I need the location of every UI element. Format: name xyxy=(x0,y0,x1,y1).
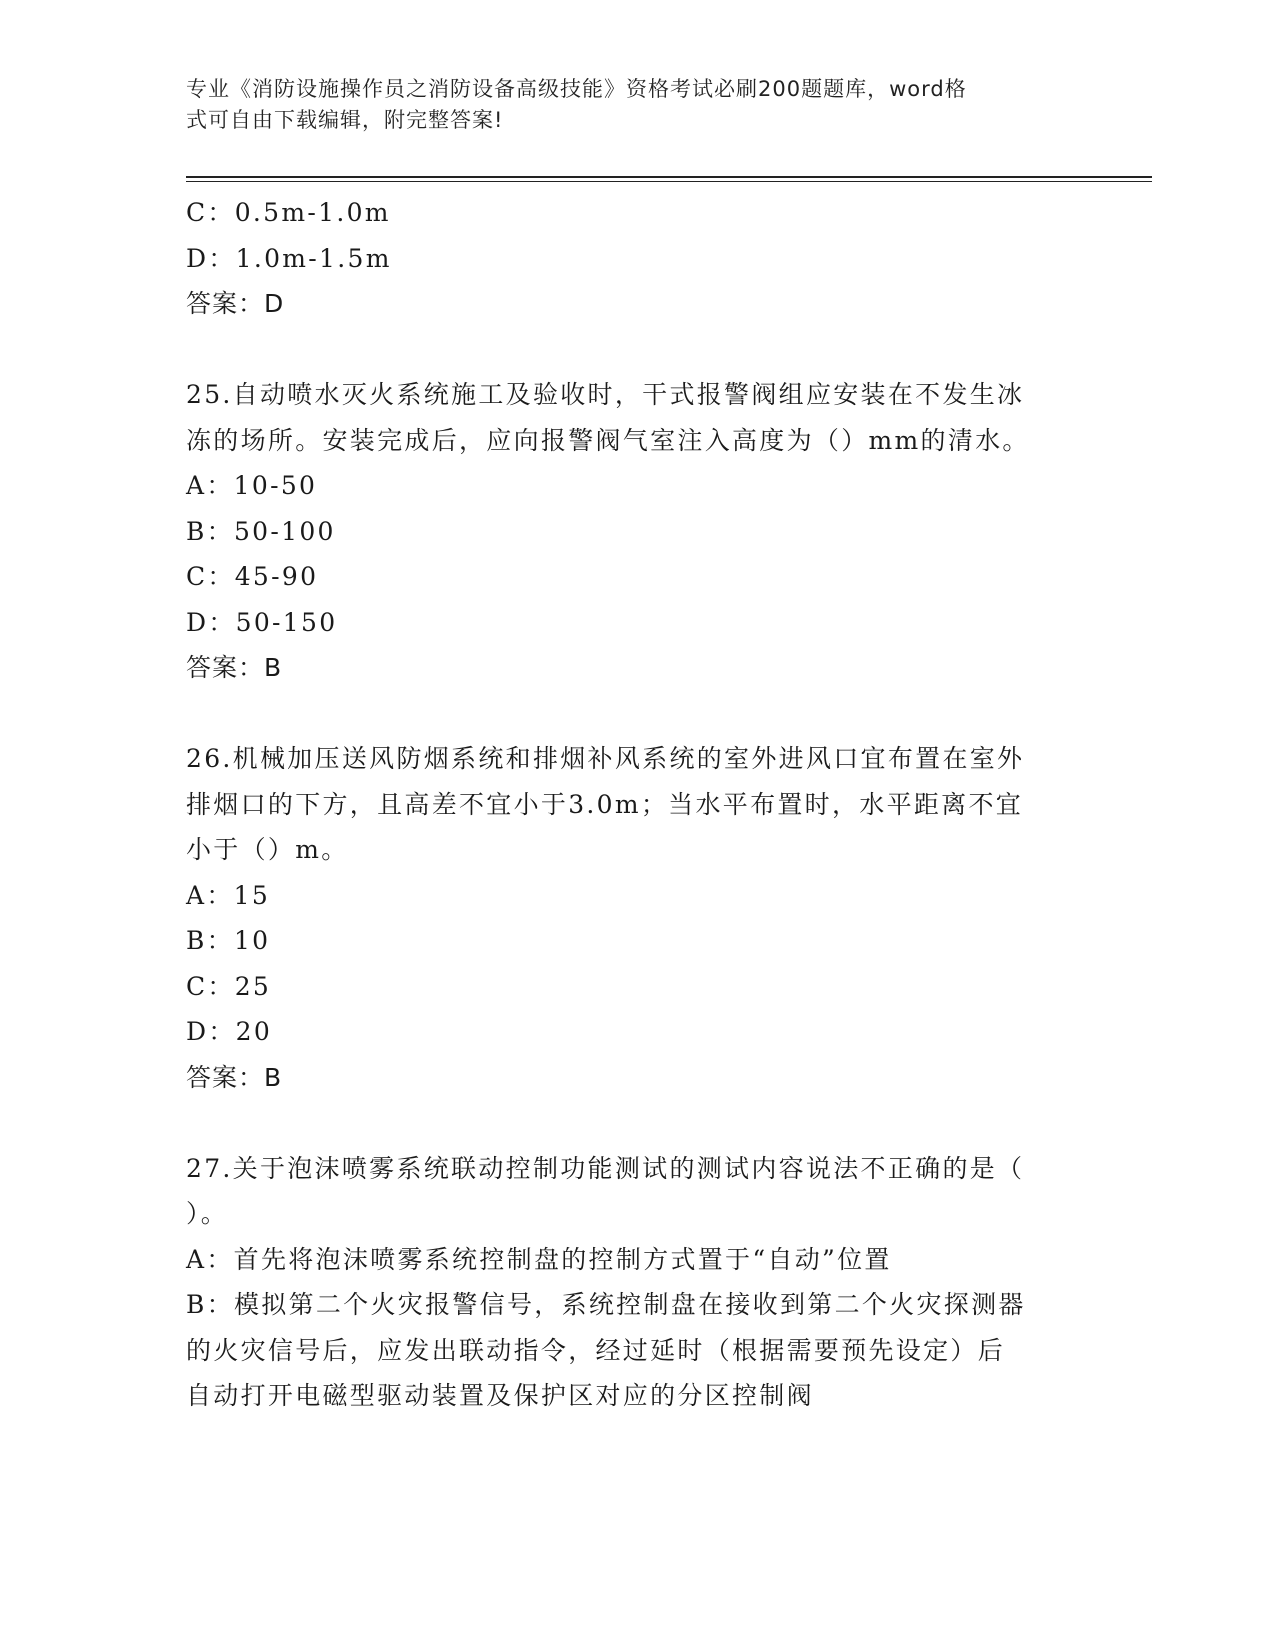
option-c: C：45-90 xyxy=(186,562,319,591)
question-26 xyxy=(186,736,1066,1100)
question-text-line: 26.机械加压送风防烟系统和排烟补风系统的室外进风口宜布置在室外 xyxy=(186,744,1025,773)
spacer xyxy=(186,327,1066,373)
option-b: B：10 xyxy=(186,926,271,955)
spacer xyxy=(186,691,1066,737)
spacer xyxy=(186,1100,1066,1146)
option-c: C：25 xyxy=(186,971,272,1001)
option-d: D：20 xyxy=(186,1017,273,1046)
option-b: B：50-100 xyxy=(186,516,336,546)
question-text-line: 冻的场所。安装完成后，应向报警阀气室注入高度为（）mm的清水。 xyxy=(186,425,1030,455)
option-b-continued: 自动打开电磁型驱动装置及保护区对应的分区控制阀 xyxy=(186,1381,814,1410)
question-25 xyxy=(186,372,1066,691)
option-a: A：首先将泡沫喷雾系统控制盘的控制方式置于“自动”位置 xyxy=(186,1244,892,1274)
header-rule-thin xyxy=(186,181,1152,182)
option-a: A：10-50 xyxy=(186,471,318,500)
question-text-line: 排烟口的下方，且高差不宜小于3.0m；当水平布置时，水平距离不宜 xyxy=(186,789,1024,819)
option-b-continued: 的火灾信号后，应发出联动指令，经过延时（根据需要预先设定）后 xyxy=(186,1335,1006,1365)
question-text-line: 小于（）m。 xyxy=(186,835,349,864)
document-body xyxy=(186,190,1066,1419)
option-d: D：1.0m-1.5m xyxy=(186,243,392,273)
header-line-2: 式可自由下载编辑，附完整答案! xyxy=(186,108,504,132)
option-d: D：50-150 xyxy=(186,607,338,637)
question-text-line: 27.关于泡沫喷雾系统联动控制功能测试的测试内容说法不正确的是（ xyxy=(186,1153,1025,1183)
header-rule-thick xyxy=(186,176,1152,178)
option-a: A：15 xyxy=(186,880,271,910)
option-b: B：模拟第二个火灾报警信号，系统控制盘在接收到第二个火灾探测器 xyxy=(186,1290,1026,1319)
option-c: C：0.5m-1.0m xyxy=(186,198,391,227)
question-text-line: ）。 xyxy=(186,1199,229,1228)
answer-text: 答案：B xyxy=(186,1062,283,1092)
document-header xyxy=(186,74,1066,136)
question-27 xyxy=(186,1146,1066,1419)
question-24-tail xyxy=(186,190,1066,327)
header-line-1: 专业《消防设施操作员之消防设备高级技能》资格考试必刷200题题库，word格 xyxy=(186,77,967,101)
question-text-line: 25.自动喷水灭火系统施工及验收时，干式报警阀组应安装在不发生冰 xyxy=(186,380,1025,409)
answer-text: 答案：B xyxy=(186,653,283,682)
answer-text: 答案：D xyxy=(186,289,285,318)
